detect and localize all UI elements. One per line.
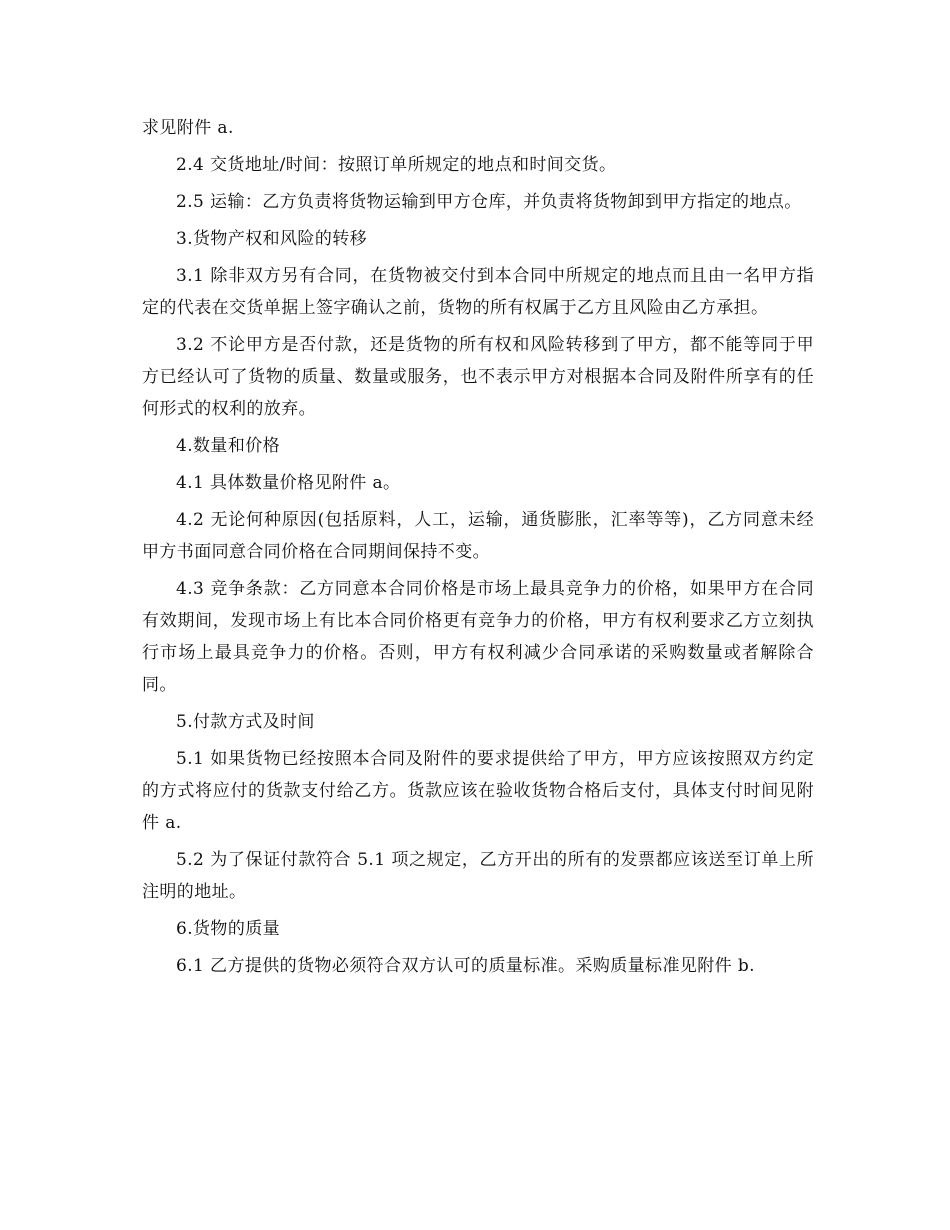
section-heading-5: 5.付款方式及时间 bbox=[176, 712, 315, 732]
clause-2-5: 2.5 运输：乙方负责将货物运输到甲方仓库，并负责将货物卸到甲方指定的地点。 bbox=[176, 192, 802, 212]
clause-2-4: 2.4 交货地址/时间：按照订单所规定的地点和时间交货。 bbox=[176, 155, 617, 175]
section-heading-6: 6.货物的质量 bbox=[176, 919, 281, 939]
clause-5-1: 5.1 如果货物已经按照本合同及附件的要求提供给了甲方，甲方应该按照双方约定的方式将应付的货款支付给乙方。货款应该在验收货物合格后支付，具体支付时间见附件 a. bbox=[142, 749, 814, 833]
clause-5-2: 5.2 为了保证付款符合 5.1 项之规定，乙方开出的所有的发票都应该送至订单上所注明的地址。 bbox=[142, 850, 814, 902]
document-page bbox=[142, 112, 814, 987]
clause-3-1: 3.1 除非双方另有合同，在货物被交付到本合同中所规定的地点而且由一名甲方指定的代表在交货单据上签字确认之前，货物的所有权属于乙方且风险由乙方承担。 bbox=[142, 266, 814, 318]
clause-4-2: 4.2 无论何种原因(包括原料，人工，运输，通货膨胀，汇率等等)，乙方同意未经甲方书面同意合同价格在合同期间保持不变。 bbox=[142, 510, 814, 562]
clause-4-1: 4.1 具体数量价格见附件 a。 bbox=[176, 473, 401, 493]
clause-3-2: 3.2 不论甲方是否付款，还是货物的所有权和风险转移到了甲方，都不能等同于甲方已经认可了货物的质量、数量或服务，也不表示甲方对根据本合同及附件所享有的任何形式的权利的放弃。 bbox=[142, 335, 814, 419]
clause-6-1: 6.1 乙方提供的货物必须符合双方认可的质量标准。采购质量标准见附件 b. bbox=[176, 956, 755, 976]
section-heading-4: 4.数量和价格 bbox=[176, 436, 281, 456]
paragraph: 求见附件 a. bbox=[142, 118, 234, 138]
clause-4-3: 4.3 竞争条款：乙方同意本合同价格是市场上最具竞争力的价格，如果甲方在合同有效期间，发现市场上有比本合同价格更有竞争力的价格，甲方有权利要求乙方立刻执行市场上最具竞争力的价格。否则，甲方有权利减少合同承诺的采购数量或者解除合同。 bbox=[142, 579, 814, 695]
section-heading-3: 3.货物产权和风险的转移 bbox=[176, 229, 368, 249]
